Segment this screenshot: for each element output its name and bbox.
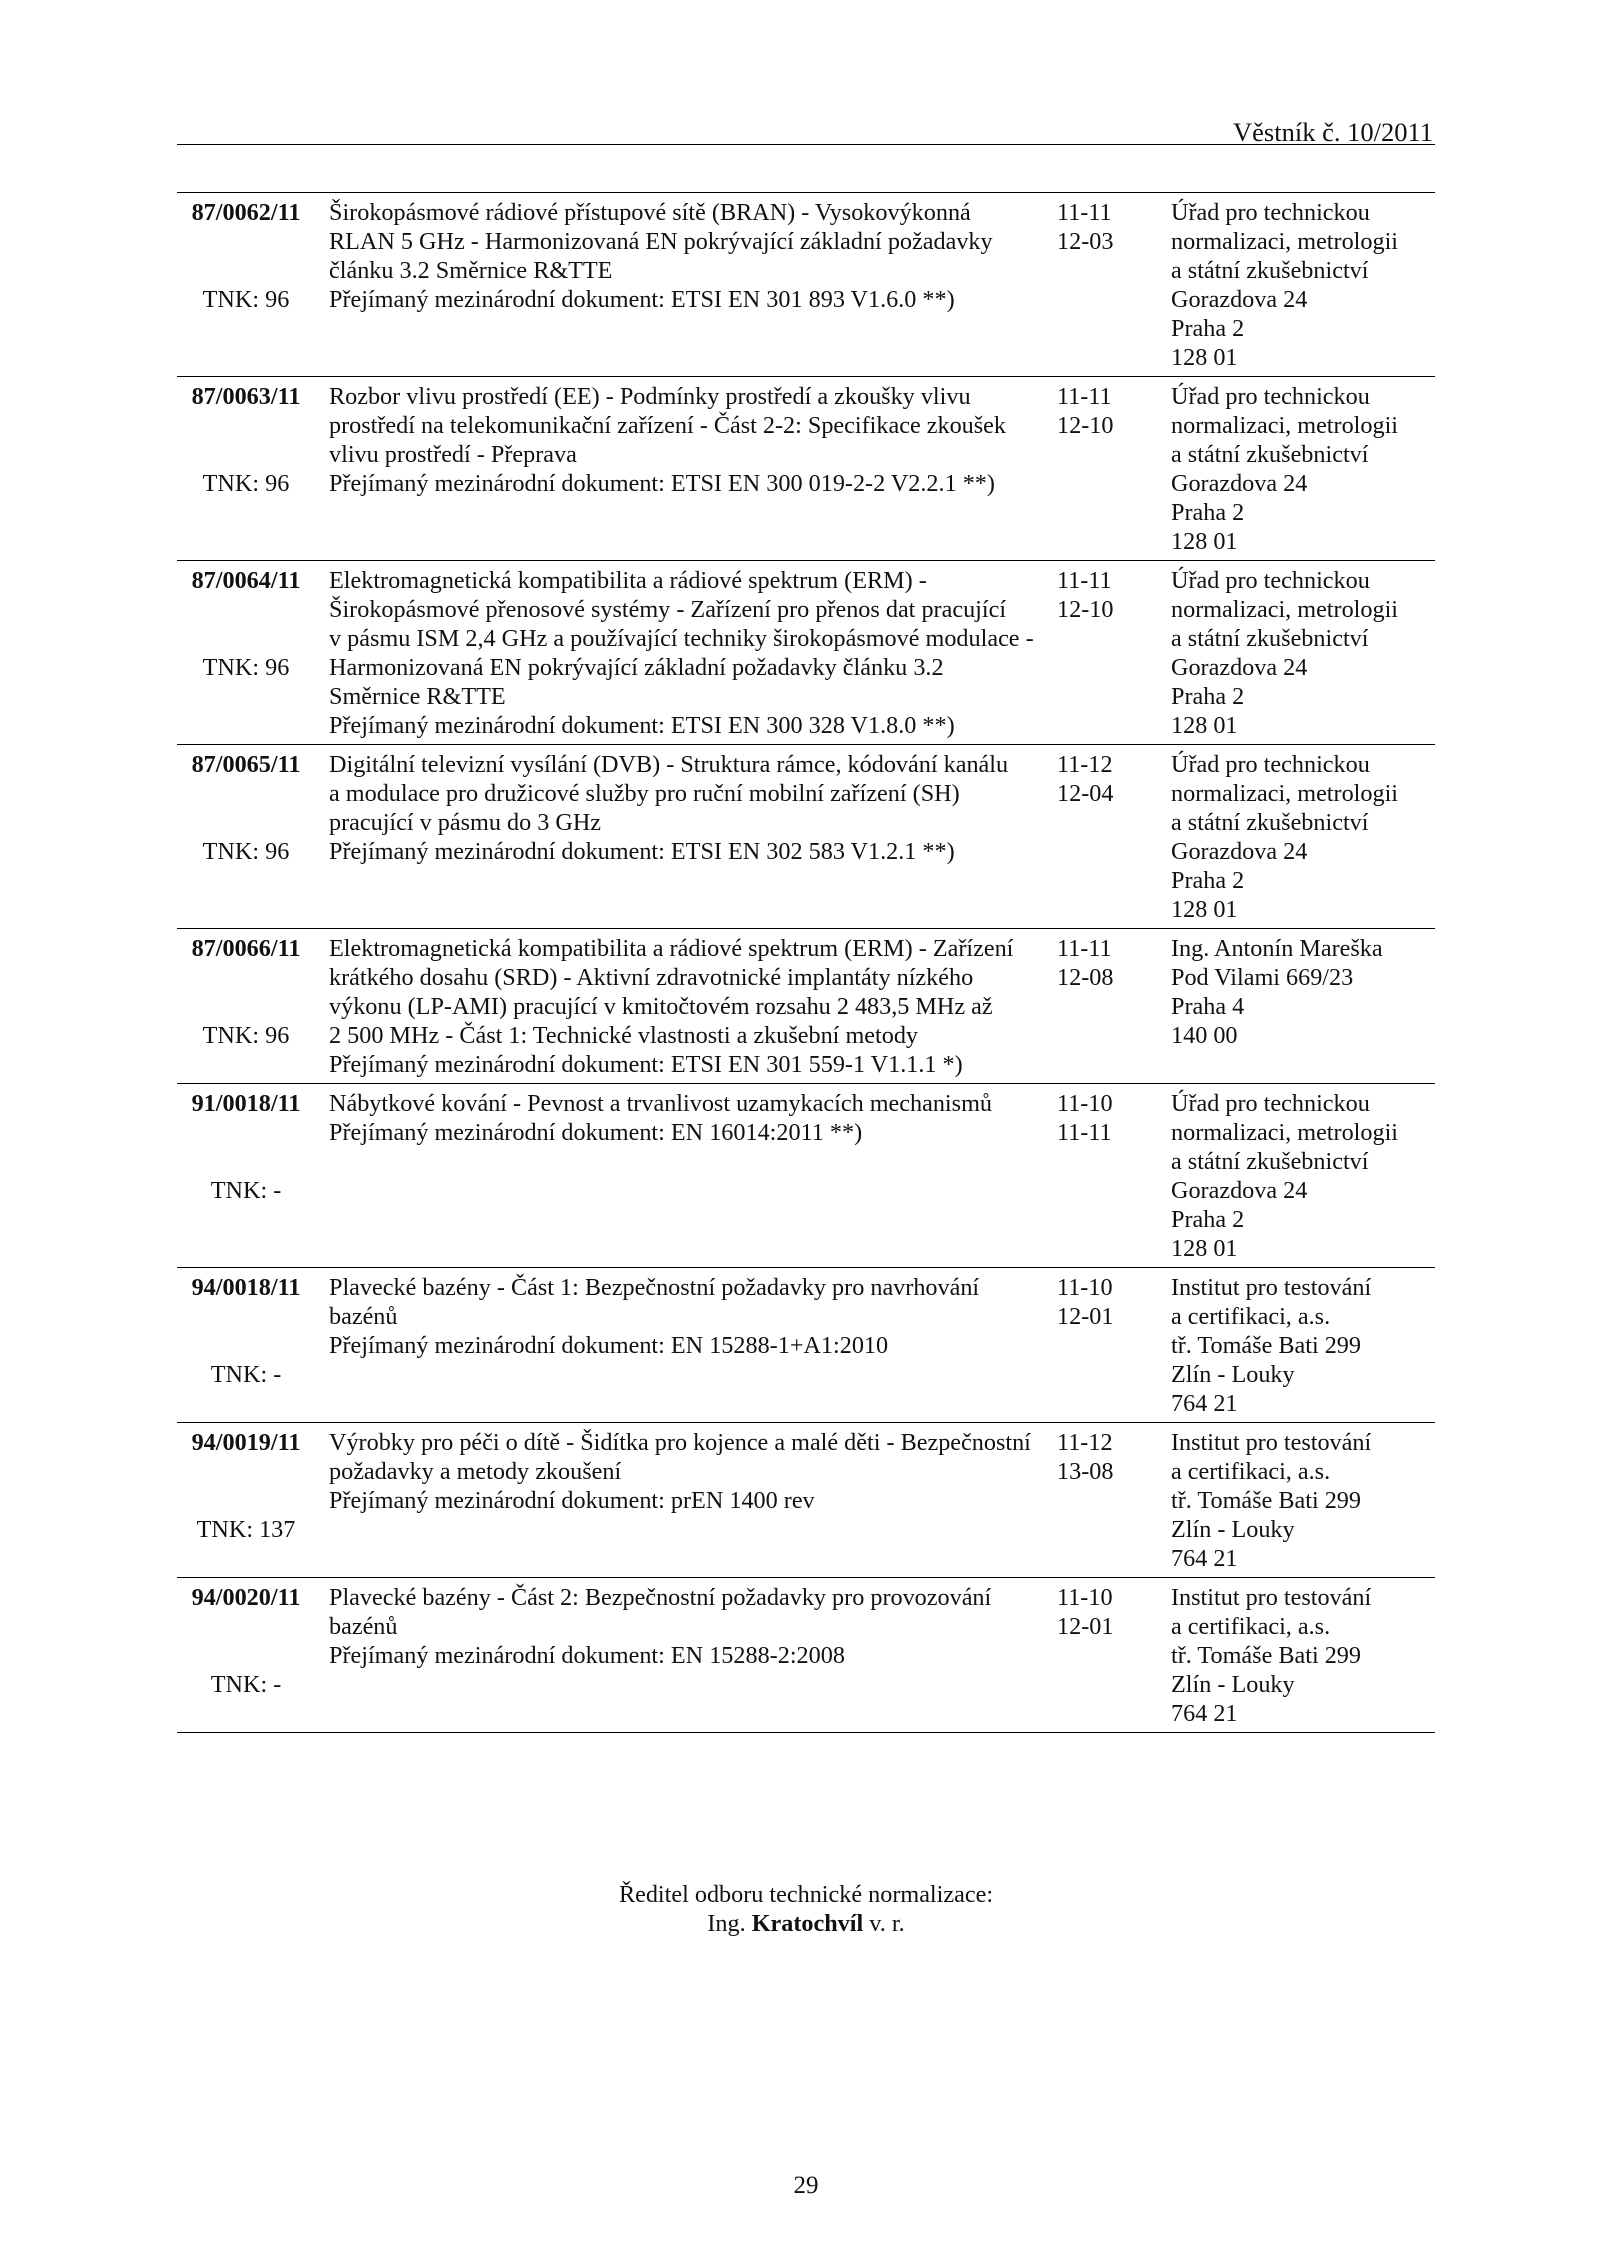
- dates-cell: [1045, 1089, 1158, 1263]
- address-line: Praha 2: [1171, 315, 1245, 342]
- address-line: 128 01: [1171, 896, 1238, 923]
- title-line: Výrobky pro péči o dítě - Šidítka pro kojence a malé děti - Bezpečnostní: [329, 1429, 1031, 1456]
- tnk-label: TNK: 96: [202, 654, 290, 681]
- address-line: Institut pro testování: [1171, 1274, 1372, 1301]
- date-line: 11-11: [1057, 383, 1112, 410]
- address-line: a státní zkušebnictví: [1171, 257, 1369, 284]
- date-line: 12-01: [1057, 1613, 1114, 1640]
- signature-block: [177, 1880, 1435, 1938]
- address-line: Gorazdova 24: [1171, 654, 1308, 681]
- reference-number: 87/0063/11: [191, 383, 301, 410]
- date-line: 12-10: [1057, 412, 1114, 439]
- title-line: Přejímaný mezinárodní dokument: ETSI EN 300 328 V1.8.0 **): [329, 712, 955, 739]
- date-line: 12-03: [1057, 228, 1114, 255]
- address-cell: [1158, 934, 1435, 1079]
- tnk-label: TNK: -: [210, 1361, 282, 1388]
- reference-cell: [177, 566, 315, 740]
- table-row: [177, 1268, 1435, 1423]
- title-line: Plavecké bazény - Část 2: Bezpečnostní požadavky pro provozování: [329, 1584, 992, 1611]
- date-line: 13-08: [1057, 1458, 1114, 1485]
- title-line: výkonu (LP-AMI) pracující v kmitočtovém rozsahu 2 483,5 MHz až: [329, 993, 993, 1020]
- reference-cell: [177, 934, 315, 1079]
- address-line: Gorazdova 24: [1171, 286, 1308, 313]
- title-line: RLAN 5 GHz - Harmonizovaná EN pokrývající základní požadavky: [329, 228, 993, 255]
- address-line: Zlín - Louky: [1171, 1671, 1295, 1698]
- title-line: Nábytkové kování - Pevnost a trvanlivost uzamykacích mechanismů: [329, 1090, 992, 1117]
- tnk-label: TNK: 96: [202, 838, 290, 865]
- address-line: Úřad pro technickou: [1171, 383, 1370, 410]
- reference-cell: [177, 1583, 315, 1728]
- address-line: 128 01: [1171, 1235, 1238, 1262]
- title-line: Digitální televizní vysílání (DVB) - Struktura rámce, kódování kanálu: [329, 751, 1009, 778]
- address-cell: [1158, 382, 1435, 556]
- dates-cell: [1045, 934, 1158, 1079]
- address-line: tř. Tomáše Bati 299: [1171, 1487, 1361, 1514]
- title-line: Přejímaný mezinárodní dokument: prEN 1400 rev: [329, 1487, 815, 1514]
- address-line: Institut pro testování: [1171, 1429, 1372, 1456]
- title-cell: [315, 1089, 1045, 1263]
- title-line: Přejímaný mezinárodní dokument: ETSI EN 301 893 V1.6.0 **): [329, 286, 955, 313]
- title-cell: [315, 1428, 1045, 1573]
- title-line: v pásmu ISM 2,4 GHz a používající techniky širokopásmové modulace -: [329, 625, 1034, 652]
- address-line: tř. Tomáše Bati 299: [1171, 1642, 1361, 1669]
- reference-number: 87/0065/11: [191, 751, 301, 778]
- signature-name: Kratochvíl: [751, 1910, 864, 1937]
- date-line: 11-12: [1057, 1429, 1113, 1456]
- signature-title: Ředitel odboru technické normalizace:: [618, 1881, 994, 1908]
- address-line: tř. Tomáše Bati 299: [1171, 1332, 1361, 1359]
- address-line: 128 01: [1171, 528, 1238, 555]
- date-line: 11-11: [1057, 567, 1112, 594]
- title-line: bazénů: [329, 1613, 398, 1640]
- signature-prefix: Ing.: [707, 1910, 746, 1937]
- title-line: Směrnice R&TTE: [329, 683, 506, 710]
- table-row: [177, 377, 1435, 561]
- address-cell: [1158, 198, 1435, 372]
- date-line: 11-10: [1057, 1584, 1113, 1611]
- title-line: Přejímaný mezinárodní dokument: ETSI EN 300 019-2-2 V2.2.1 **): [329, 470, 995, 497]
- address-line: Institut pro testování: [1171, 1584, 1372, 1611]
- address-line: Pod Vilami 669/23: [1171, 964, 1354, 991]
- title-line: vlivu prostředí - Přeprava: [329, 441, 577, 468]
- date-line: 11-11: [1057, 935, 1112, 962]
- tnk-label: TNK: 96: [202, 286, 290, 313]
- dates-cell: [1045, 1583, 1158, 1728]
- reference-number: 94/0020/11: [191, 1584, 301, 1611]
- reference-cell: [177, 382, 315, 556]
- reference-number: 87/0064/11: [191, 567, 301, 594]
- reference-cell: [177, 1428, 315, 1573]
- title-line: Harmonizovaná EN pokrývající základní požadavky článku 3.2: [329, 654, 944, 681]
- reference-number: 94/0018/11: [191, 1274, 301, 1301]
- table-row: [177, 929, 1435, 1084]
- date-line: 12-10: [1057, 596, 1114, 623]
- address-line: a státní zkušebnictví: [1171, 441, 1369, 468]
- address-line: 764 21: [1171, 1390, 1238, 1417]
- reference-cell: [177, 750, 315, 924]
- signature-suffix: v. r.: [869, 1910, 905, 1937]
- signature-name-line: [177, 1909, 1435, 1938]
- address-line: Praha 2: [1171, 499, 1245, 526]
- tnk-label: TNK: 96: [202, 470, 290, 497]
- address-line: Praha 2: [1171, 1206, 1245, 1233]
- standards-table: [177, 192, 1435, 1733]
- title-cell: [315, 750, 1045, 924]
- title-line: Elektromagnetická kompatibilita a rádiové spektrum (ERM) - Zařízení: [329, 935, 1014, 962]
- date-line: 11-10: [1057, 1274, 1113, 1301]
- title-line: a modulace pro družicové služby pro ruční mobilní zařízení (SH): [329, 780, 960, 807]
- tnk-label: TNK: 137: [196, 1516, 296, 1543]
- date-line: 11-12: [1057, 751, 1113, 778]
- address-cell: [1158, 1089, 1435, 1263]
- title-cell: [315, 934, 1045, 1079]
- address-line: Gorazdova 24: [1171, 470, 1308, 497]
- tnk-label: TNK: 96: [202, 1022, 290, 1049]
- table-row: [177, 1084, 1435, 1268]
- title-line: Přejímaný mezinárodní dokument: EN 15288-2:2008: [329, 1642, 845, 1669]
- tnk-label: TNK: -: [210, 1671, 282, 1698]
- title-cell: [315, 1583, 1045, 1728]
- page-number: 29: [793, 2172, 819, 2199]
- title-cell: [315, 198, 1045, 372]
- title-line: Širokopásmové rádiové přístupové sítě (BRAN) - Vysokovýkonná: [329, 199, 971, 226]
- address-line: 128 01: [1171, 712, 1238, 739]
- tnk-label: TNK: -: [210, 1177, 282, 1204]
- address-line: a státní zkušebnictví: [1171, 809, 1369, 836]
- address-line: normalizaci, metrologii: [1171, 780, 1399, 807]
- address-line: normalizaci, metrologii: [1171, 228, 1399, 255]
- table-row: [177, 1578, 1435, 1733]
- date-line: 12-08: [1057, 964, 1114, 991]
- title-line: bazénů: [329, 1303, 398, 1330]
- address-line: Ing. Antonín Mareška: [1171, 935, 1383, 962]
- address-line: Úřad pro technickou: [1171, 1090, 1370, 1117]
- address-line: 140 00: [1171, 1022, 1238, 1049]
- title-line: Širokopásmové přenosové systémy - Zařízení pro přenos dat pracující: [329, 596, 1007, 623]
- reference-number: 91/0018/11: [191, 1090, 301, 1117]
- address-line: Gorazdova 24: [1171, 838, 1308, 865]
- date-line: 11-11: [1057, 199, 1112, 226]
- address-line: Praha 2: [1171, 867, 1245, 894]
- title-line: prostředí na telekomunikační zařízení - Část 2-2: Specifikace zkoušek: [329, 412, 1007, 439]
- dates-cell: [1045, 566, 1158, 740]
- dates-cell: [1045, 1428, 1158, 1573]
- reference-number: 94/0019/11: [191, 1429, 301, 1456]
- title-cell: [315, 1273, 1045, 1418]
- address-line: 128 01: [1171, 344, 1238, 371]
- title-line: Elektromagnetická kompatibilita a rádiové spektrum (ERM) -: [329, 567, 927, 594]
- reference-cell: [177, 1089, 315, 1263]
- address-line: a certifikaci, a.s.: [1171, 1303, 1331, 1330]
- title-line: Přejímaný mezinárodní dokument: ETSI EN 301 559-1 V1.1.1 *): [329, 1051, 963, 1078]
- address-line: Úřad pro technickou: [1171, 199, 1370, 226]
- table-row: [177, 561, 1435, 745]
- address-line: normalizaci, metrologii: [1171, 596, 1399, 623]
- address-line: a certifikaci, a.s.: [1171, 1613, 1331, 1640]
- address-line: 764 21: [1171, 1700, 1238, 1727]
- dates-cell: [1045, 198, 1158, 372]
- address-line: Gorazdova 24: [1171, 1177, 1308, 1204]
- date-line: 12-01: [1057, 1303, 1114, 1330]
- title-line: Plavecké bazény - Část 1: Bezpečnostní požadavky pro navrhování: [329, 1274, 980, 1301]
- dates-cell: [1045, 382, 1158, 556]
- address-line: normalizaci, metrologii: [1171, 1119, 1399, 1146]
- dates-cell: [1045, 750, 1158, 924]
- title-line: krátkého dosahu (SRD) - Aktivní zdravotnické implantáty nízkého: [329, 964, 974, 991]
- address-line: Úřad pro technickou: [1171, 751, 1370, 778]
- title-cell: [315, 382, 1045, 556]
- address-line: a certifikaci, a.s.: [1171, 1458, 1331, 1485]
- title-line: Přejímaný mezinárodní dokument: EN 15288-1+A1:2010: [329, 1332, 889, 1359]
- address-line: 764 21: [1171, 1545, 1238, 1572]
- address-cell: [1158, 1583, 1435, 1728]
- title-line: 2 500 MHz - Část 1: Technické vlastnosti a zkušební metody: [329, 1022, 919, 1049]
- address-line: a státní zkušebnictví: [1171, 625, 1369, 652]
- title-line: článku 3.2 Směrnice R&TTE: [329, 257, 613, 284]
- header-rule: [177, 144, 1435, 145]
- table-row: [177, 1423, 1435, 1578]
- address-line: Praha 2: [1171, 683, 1245, 710]
- reference-number: 87/0066/11: [191, 935, 301, 962]
- address-line: Praha 4: [1171, 993, 1245, 1020]
- title-line: Přejímaný mezinárodní dokument: EN 16014:2011 **): [329, 1119, 863, 1146]
- journal-issue-header: Věstník č. 10/2011: [1233, 117, 1433, 147]
- date-line: 12-04: [1057, 780, 1114, 807]
- address-cell: [1158, 750, 1435, 924]
- title-line: Rozbor vlivu prostředí (EE) - Podmínky prostředí a zkoušky vlivu: [329, 383, 971, 410]
- address-line: a státní zkušebnictví: [1171, 1148, 1369, 1175]
- address-cell: [1158, 1428, 1435, 1573]
- address-line: Úřad pro technickou: [1171, 567, 1370, 594]
- date-line: 11-11: [1057, 1119, 1112, 1146]
- reference-number: 87/0062/11: [191, 199, 301, 226]
- title-line: požadavky a metody zkoušení: [329, 1458, 622, 1485]
- dates-cell: [1045, 1273, 1158, 1418]
- table-row: [177, 193, 1435, 377]
- title-line: Přejímaný mezinárodní dokument: ETSI EN 302 583 V1.2.1 **): [329, 838, 955, 865]
- address-cell: [1158, 1273, 1435, 1418]
- reference-cell: [177, 198, 315, 372]
- date-line: 11-10: [1057, 1090, 1113, 1117]
- title-line: pracující v pásmu do 3 GHz: [329, 809, 602, 836]
- reference-cell: [177, 1273, 315, 1418]
- address-cell: [1158, 566, 1435, 740]
- address-line: Zlín - Louky: [1171, 1516, 1295, 1543]
- address-line: normalizaci, metrologii: [1171, 412, 1399, 439]
- table-row: [177, 745, 1435, 929]
- address-line: Zlín - Louky: [1171, 1361, 1295, 1388]
- title-cell: [315, 566, 1045, 740]
